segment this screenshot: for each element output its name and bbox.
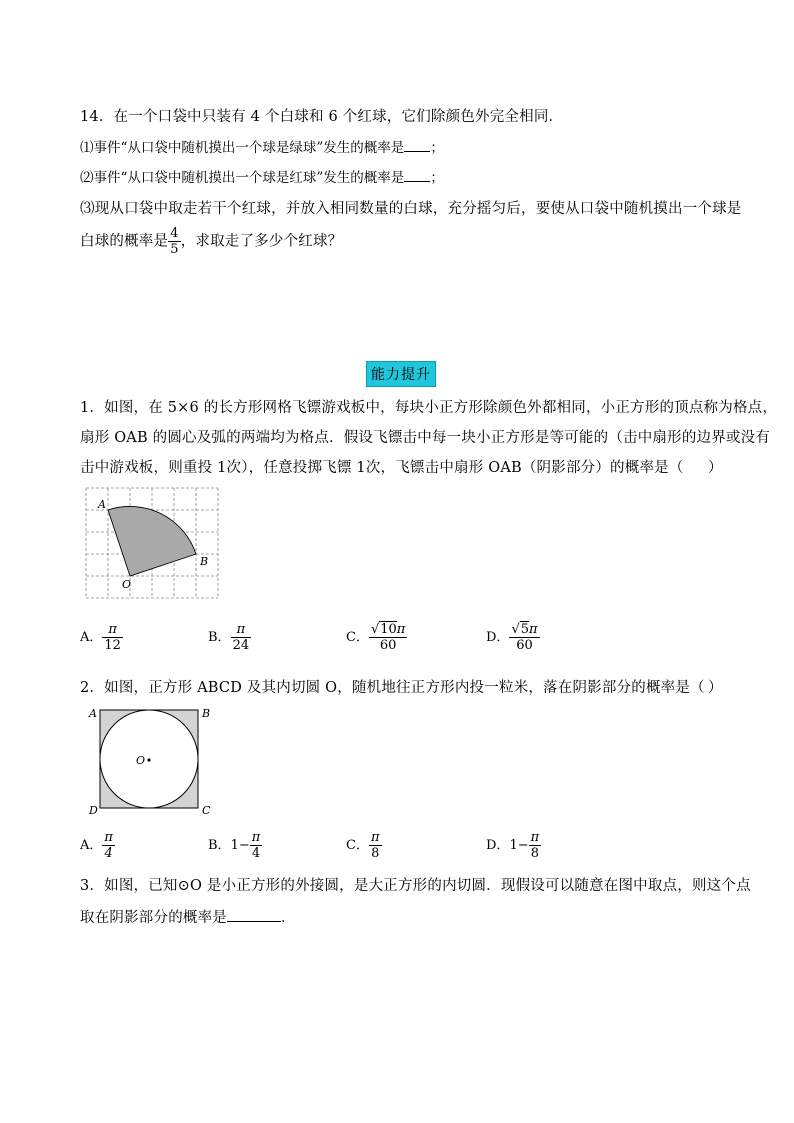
p1-option-a-letter: A． bbox=[80, 630, 103, 645]
p3-line2 bbox=[80, 906, 296, 927]
p1-option-d-den: 60 bbox=[516, 638, 533, 653]
p2-option-c-den: 8 bbox=[371, 846, 380, 861]
p1-option-c[interactable] bbox=[346, 622, 407, 653]
q14-part3-suffix: ，求取走了多少个红球？ bbox=[180, 233, 343, 250]
p1-option-b-den: 24 bbox=[232, 638, 250, 653]
q14-fraction bbox=[168, 226, 180, 257]
p2-label-a: A bbox=[89, 707, 97, 720]
p2-option-a-frac bbox=[102, 830, 115, 861]
q14-part3-prefix: 白球的概率是 bbox=[80, 233, 169, 250]
p2-option-b-prefix: 1− bbox=[230, 838, 250, 853]
p1-option-c-num: √10π bbox=[370, 622, 406, 637]
p1-option-a-den: 12 bbox=[104, 638, 121, 653]
p2-option-c[interactable] bbox=[346, 830, 382, 861]
p1-sector-shaded bbox=[108, 506, 196, 576]
p2-label-o: O bbox=[136, 754, 146, 767]
p1-line3: 击中游戏板，则重投 1次），任意投掷飞镖 1次，飞镖击中扇形 OAB（阴影部分）的概率是（ bbox=[80, 460, 684, 476]
p1-option-a-num: π bbox=[102, 622, 123, 638]
q14-part1 bbox=[80, 136, 444, 156]
p2-option-d-den: 8 bbox=[530, 846, 540, 861]
p1-option-a[interactable] bbox=[80, 622, 123, 653]
p2-line1: 2．如图，正方形 ABCD 及其内切圆 O，随机地往正方形内投一粒米，落在阴影部分的概率是（ bbox=[80, 680, 705, 696]
p2-option-c-frac bbox=[369, 830, 382, 861]
p2-square-figure bbox=[84, 702, 224, 820]
q14-part3-line1: ⑶现从口袋中取走若干个红球，并放入相同数量的白球，充分摇匀后，要使从口袋中随机摸出一个球是 bbox=[80, 201, 742, 217]
q14-frac-den: 5 bbox=[170, 242, 179, 257]
p2-option-b-den: 4 bbox=[251, 846, 261, 861]
p2-option-b[interactable] bbox=[208, 830, 262, 861]
p1-option-c-radicand: 10 bbox=[380, 622, 397, 637]
p2-label-b: B bbox=[202, 707, 211, 720]
p2-option-d-frac bbox=[529, 830, 542, 861]
p2-option-a[interactable] bbox=[80, 830, 115, 861]
q14-part2 bbox=[80, 166, 444, 186]
p3-line2-end: ． bbox=[281, 910, 296, 926]
p2-option-c-letter: C． bbox=[346, 838, 369, 853]
p1-option-d-pi: π bbox=[529, 622, 538, 637]
p1-label-b: B bbox=[200, 555, 209, 568]
p1-label-a: A bbox=[98, 498, 106, 511]
p1-option-d[interactable] bbox=[486, 622, 540, 653]
q14-part1-end: ； bbox=[430, 140, 444, 156]
q14-part2-blank bbox=[404, 169, 430, 182]
p2-option-d-letter: D． bbox=[486, 838, 510, 853]
p1-line1: 1．如图，在 5×6 的长方形网格飞镖游戏板中，每块小正方形除颜色外都相同，小正方形的顶点称为格点， bbox=[80, 400, 778, 416]
p2-option-a-den: 4 bbox=[104, 846, 113, 861]
p1-option-d-frac bbox=[509, 622, 539, 653]
p1-option-a-frac bbox=[102, 622, 123, 653]
p1-option-c-frac bbox=[369, 622, 407, 653]
q14-part2-text: ⑵事件“从口袋中随机摸出一个球是红球”发生的概率是 bbox=[80, 170, 405, 186]
p1-option-d-num: √5π bbox=[511, 622, 538, 637]
p1-grid-figure bbox=[84, 486, 224, 602]
p2-option-d-num: π bbox=[530, 830, 540, 845]
p1-option-c-den: 60 bbox=[379, 638, 397, 653]
p1-option-d-radicand: 5 bbox=[520, 622, 530, 637]
p1-option-b[interactable] bbox=[208, 622, 251, 653]
p2-center-dot bbox=[147, 758, 150, 761]
p1-option-c-letter: C． bbox=[346, 630, 369, 645]
p1-label-o: O bbox=[122, 578, 132, 591]
p3-line1: 3．如图，已知⊙O 是小正方形的外接圆，是大正方形的内切圆．现假设可以随意在图中取点，则这个点 bbox=[80, 878, 751, 894]
p2-option-d-prefix: 1− bbox=[509, 838, 529, 853]
p2-option-a-num: π bbox=[104, 830, 113, 845]
p2-option-b-frac bbox=[250, 830, 263, 861]
p2-option-b-num: π bbox=[251, 830, 261, 845]
q14-part1-text: ⑴事件“从口袋中随机摸出一个球是绿球”发生的概率是 bbox=[80, 140, 405, 156]
p1-option-d-letter: D． bbox=[486, 630, 510, 645]
p2-label-c: C bbox=[202, 804, 211, 817]
p3-line2-text: 取在阴影部分的概率是 bbox=[80, 910, 227, 926]
q14-part1-blank bbox=[404, 139, 430, 152]
p1-option-b-num: π bbox=[231, 622, 252, 638]
q14-frac-num: 4 bbox=[170, 226, 179, 241]
q14-stem: 14．在一个口袋中只装有 4 个白球和 6 个红球，它们除颜色外完全相同． bbox=[80, 109, 564, 125]
p2-option-c-num: π bbox=[370, 830, 380, 845]
q14-part2-end: ； bbox=[430, 170, 444, 186]
p3-blank bbox=[227, 909, 281, 922]
p1-line2: 扇形 OAB 的圆心及弧的两端均为格点．假设飞镖击中每一块小正方形是等可能的（击中扇形的边界或没有 bbox=[80, 430, 771, 446]
p1-option-b-letter: B． bbox=[208, 630, 231, 645]
p2-line1-end: ） bbox=[708, 680, 723, 696]
section-title-badge: 能力提升 bbox=[366, 361, 436, 387]
p2-option-b-letter: B． bbox=[208, 838, 231, 853]
p1-line3-end: ） bbox=[708, 460, 723, 476]
p2-label-d: D bbox=[89, 804, 98, 817]
p1-option-c-pi: π bbox=[396, 622, 406, 637]
p2-option-a-letter: A． bbox=[80, 838, 103, 853]
p1-option-b-frac bbox=[231, 622, 252, 653]
p2-option-d[interactable] bbox=[486, 830, 541, 861]
q14-part3-line2 bbox=[80, 226, 342, 257]
